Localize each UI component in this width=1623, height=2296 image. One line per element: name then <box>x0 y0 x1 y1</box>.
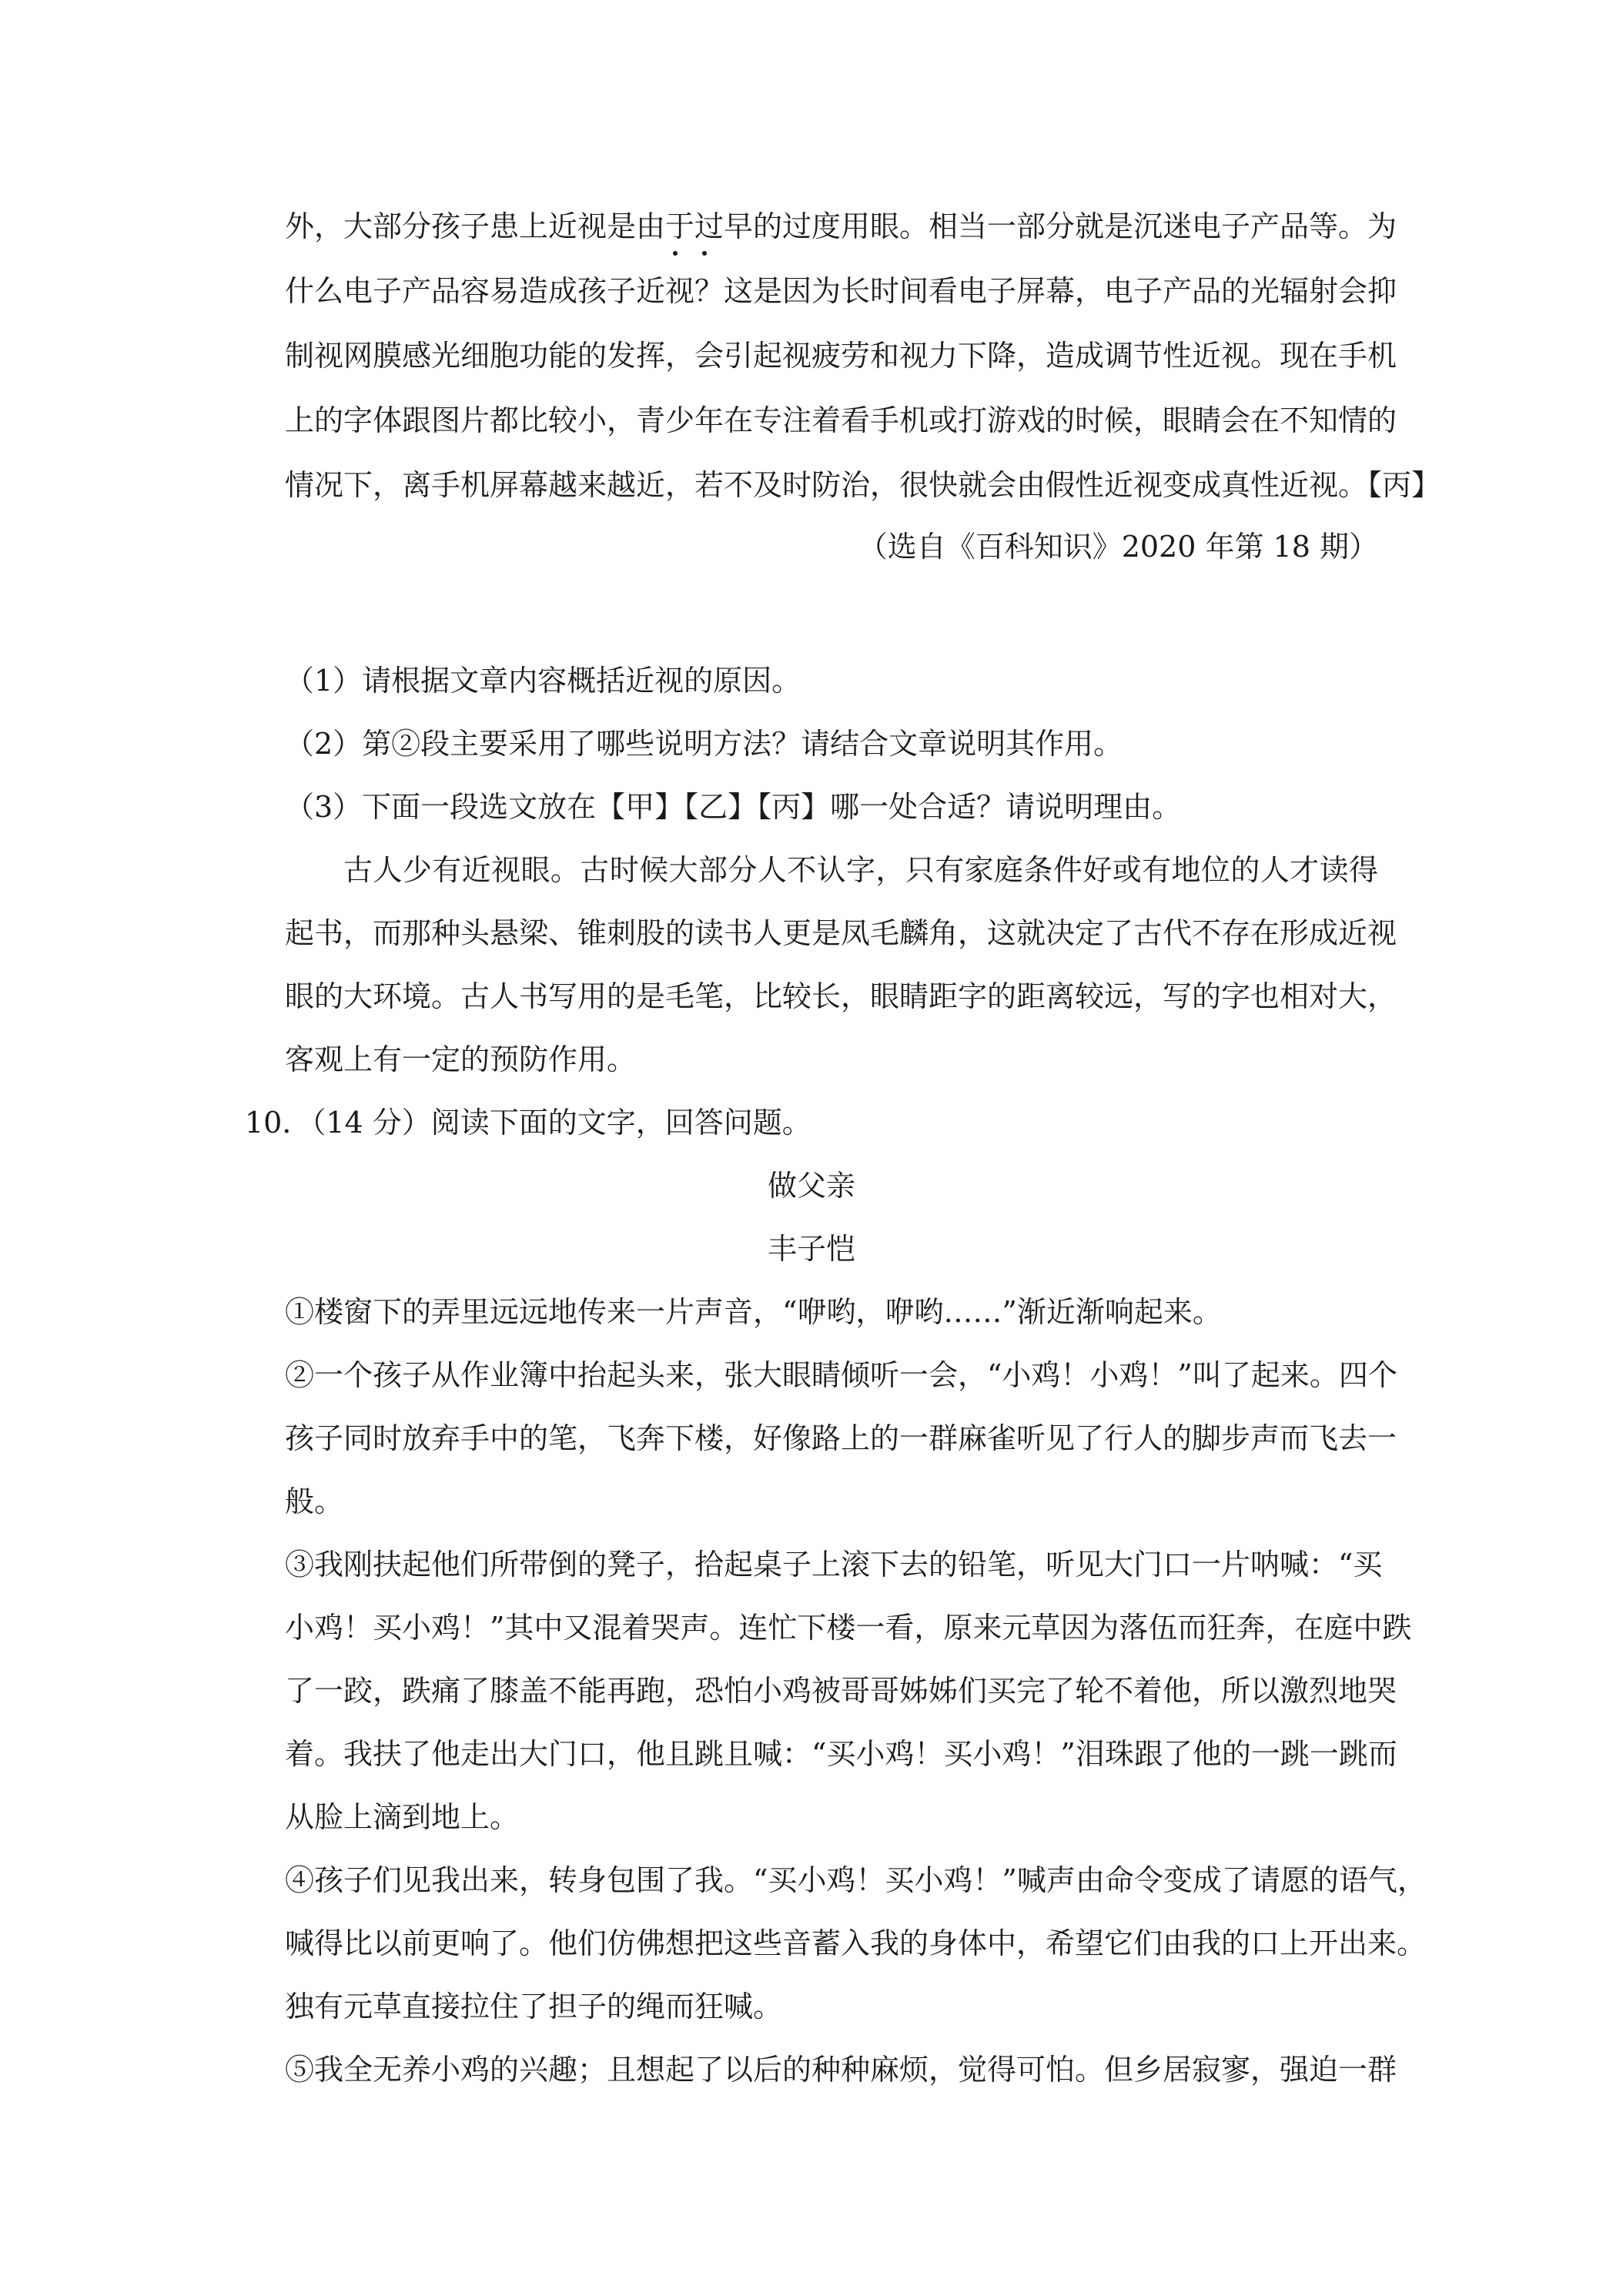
paragraph-2-line-3: 般。 <box>285 1484 344 1518</box>
excerpt-line-3: 眼的大环境。古人书写用的是毛笔，比较长，眼睛距字的距离较远，写的字也相对大， <box>285 979 1397 1013</box>
paragraph-3-line-1: ③我刚扶起他们所带倒的凳子，拾起桌子上滚下去的铅笔，听见大门口一片呐喊：“买 <box>285 1548 1383 1581</box>
question-10-header: 10．（14 分）阅读下面的文字，回答问题。 <box>245 1106 812 1140</box>
paragraph-4-line-2: 喊得比以前更响了。他们仿佛想把这些音蓄入我的身体中，希望它们由我的口上开出来。 <box>285 1926 1427 1960</box>
paragraph-3-line-5: 从脸上滴到地上。 <box>285 1800 520 1834</box>
paragraph-2-line-1: ②一个孩子从作业簿中抬起头来，张大眼睛倾听一会，“小鸡！小鸡！”叫了起来。四个 <box>285 1358 1397 1392</box>
passage-line-2: 什么电子产品容易造成孩子近视？这是因为长时间看电子屏幕，电子产品的光辐射会抑 <box>285 274 1397 308</box>
article-title: 做父亲 <box>767 1169 855 1203</box>
question-2: （2）第②段主要采用了哪些说明方法？请结合文章说明其作用。 <box>285 727 1123 761</box>
emphasis-dot <box>702 251 707 256</box>
passage-line-5: 情况下，离手机屏幕越来越近，若不及时防治，很快就会由假性近视变成真性近视。【丙】 <box>285 468 1441 502</box>
article-author: 丰子恺 <box>767 1232 855 1266</box>
paragraph-3-line-3: 了一跤，跌痛了膝盖不能再跑，恐怕小鸡被哥哥姊姊们买完了轮不着他，所以激烈地哭 <box>285 1674 1397 1708</box>
paragraph-4-line-1: ④孩子们见我出来，转身包围了我。“买小鸡！买小鸡！”喊声由命令变成了请愿的语气， <box>285 1863 1427 1897</box>
paragraph-3-line-4: 着。我扶了他走出大门口，他且跳且喊：“买小鸡！买小鸡！”泪珠跟了他的一跳一跳而 <box>285 1737 1397 1771</box>
passage-line-3: 制视网膜感光细胞功能的发挥，会引起视疲劳和视力下降，造成调节性近视。现在手机 <box>285 339 1397 373</box>
excerpt-line-4: 客观上有一定的预防作用。 <box>285 1043 637 1076</box>
paragraph-4-line-3: 独有元草直接拉住了担子的绳而狂喊。 <box>285 1990 783 2023</box>
source-citation: （选自《百科知识》2020 年第 18 期） <box>858 530 1378 564</box>
paragraph-3-line-2: 小鸡！买小鸡！”其中又混着哭声。连忙下楼一看，原来元草因为落伍而狂奔，在庭中跌 <box>285 1611 1412 1645</box>
excerpt-line-2: 起书，而那种头悬梁、锥刺股的读书人更是凤毛麟角，这就决定了古代不存在形成近视 <box>285 916 1397 950</box>
paragraph-1-line-1: ①楼窗下的弄里远远地传来一片声音，“咿哟，咿哟……”渐近渐响起来。 <box>285 1295 1222 1329</box>
excerpt-line-1: 古人少有近视眼。古时候大部分人不认字，只有家庭条件好或有地位的人才读得 <box>343 853 1378 887</box>
passage-line-4: 上的字体跟图片都比较小，青少年在专注着看手机或打游戏的时候，眼睛会在不知情的 <box>285 403 1397 437</box>
emphasis-dot <box>673 251 678 256</box>
passage-line-1: 外，大部分孩子患上近视是由于过早的过度用眼。相当一部分就是沉迷电子产品等。为 <box>285 209 1397 243</box>
question-3: （3）下面一段选文放在【甲】【乙】【丙】哪一处合适？请说明理由。 <box>285 790 1182 824</box>
paragraph-2-line-2: 孩子同时放弃手中的笔，飞奔下楼，好像路上的一群麻雀听见了行人的脚步声而飞去一 <box>285 1421 1397 1455</box>
question-1: （1）请根据文章内容概括近视的原因。 <box>285 664 801 698</box>
paragraph-5-line-1: ⑤我全无养小鸡的兴趣；且想起了以后的种种麻烦，觉得可怕。但乡居寂寥，强迫一群 <box>285 2053 1397 2087</box>
